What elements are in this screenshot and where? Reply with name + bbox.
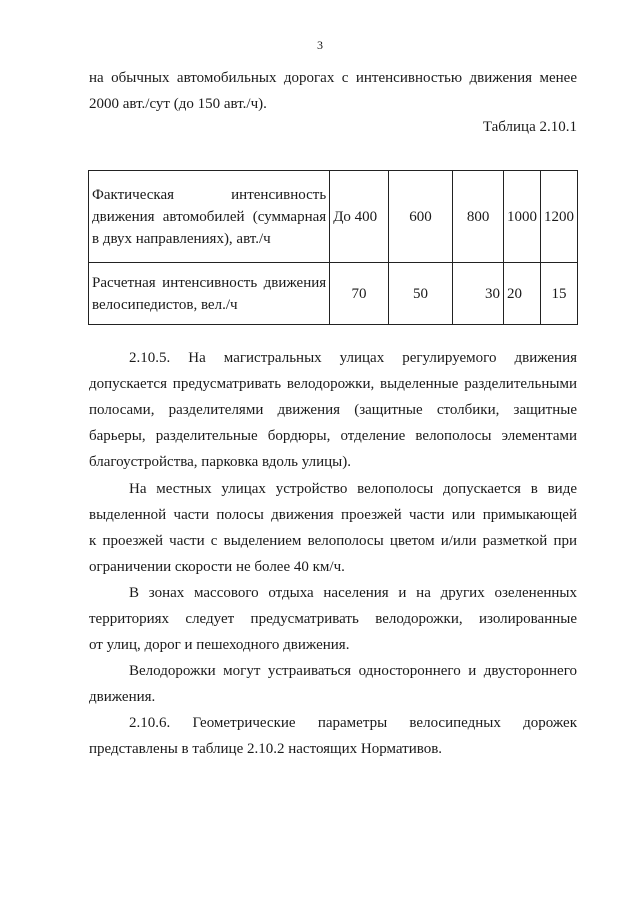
paragraph-line: движения. <box>89 689 156 705</box>
paragraph-line: территориях следует предусматривать велодорожки, изолированные <box>89 611 577 627</box>
page-number: 3 <box>317 38 323 52</box>
table-cell-line: Фактическая интенсивность <box>92 186 327 203</box>
intro-line-1: на обычных автомобильных дорогах с интенсивностью движения менее <box>89 70 577 86</box>
table-row-1-header <box>89 171 330 263</box>
paragraph-line: Велодорожки могут устраиваться одностороннего и двустороннего <box>129 663 577 679</box>
table-cell: 50 <box>388 263 453 325</box>
table-cell: 1200 <box>541 171 578 263</box>
paragraph-recreation-zones <box>89 580 577 658</box>
table-row <box>89 263 578 325</box>
paragraph-line: выделенной части полосы движения проезжей части или примыкающей <box>89 507 577 523</box>
intro-text <box>89 65 577 117</box>
table-caption: Таблица 2.10.1 <box>482 119 577 135</box>
table-cell: 70 <box>330 263 389 325</box>
paragraph-line: благоустройства, парковка вдоль улицы). <box>89 454 351 470</box>
table-cell: 800 <box>453 171 504 263</box>
paragraph-local-streets <box>89 476 577 580</box>
table-cell: 1000 <box>503 171 540 263</box>
paragraph-line: допускается предусматривать велодорожки, выделенные разделительными <box>89 376 577 392</box>
table-cell: 20 <box>503 263 540 325</box>
paragraph-line: к проезжей части с выделением велополосы цветом и/или разметкой при <box>89 533 577 549</box>
intro-line-2: 2000 авт./сут (до 150 авт./ч). <box>89 96 267 112</box>
intensity-table <box>88 170 578 325</box>
table-cell: 15 <box>541 263 578 325</box>
paragraph-2-10-5 <box>89 345 577 475</box>
paragraph-line: В зонах массового отдыха населения и на других озелененных <box>129 585 577 601</box>
paragraph-line: На местных улицах устройство велополосы допускается в виде <box>129 481 577 497</box>
paragraph-line: полосами, разделителями движения (защитные столбики, защитные <box>89 402 577 418</box>
table-cell-line: велосипедистов, вел./ч <box>92 296 238 313</box>
table-cell: 600 <box>388 171 453 263</box>
paragraph-line: представлены в таблице 2.10.2 настоящих Нормативов. <box>89 741 443 757</box>
paragraph-line: ограничении скорости не более 40 км/ч. <box>89 559 345 575</box>
paragraph-line: от улиц, дорог и пешеходного движения. <box>89 637 350 653</box>
paragraph-line: 2.10.6. Геометрические параметры велосипедных дорожек <box>129 715 577 731</box>
paragraph-line: 2.10.5. На магистральных улицах регулируемого движения <box>129 350 577 366</box>
table-cell: 30 <box>453 263 504 325</box>
paragraph-line: барьеры, разделительные бордюры, отделение велополосы элементами <box>89 428 577 444</box>
table-row <box>89 171 578 263</box>
table-cell-line: в двух направлениях), авт./ч <box>92 230 271 247</box>
table-row-2-header <box>89 263 330 325</box>
paragraph-directions <box>89 658 577 710</box>
table-cell-line: движения автомобилей (суммарная <box>92 208 327 225</box>
table-cell-line: Расчетная интенсивность движения <box>92 274 327 291</box>
paragraph-2-10-6 <box>89 710 577 762</box>
table-cell: До 400 <box>330 171 389 263</box>
